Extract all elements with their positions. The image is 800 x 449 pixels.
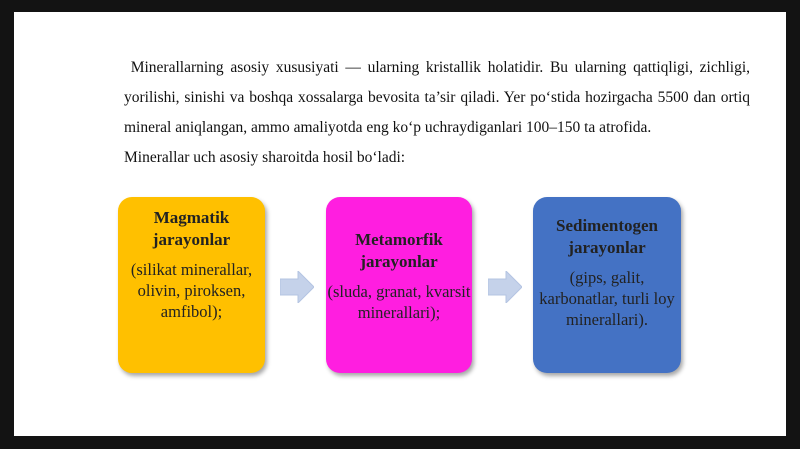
box-title: Sedimentogen jarayonlar <box>556 216 658 257</box>
slide <box>14 12 786 436</box>
arrow-right-icon <box>280 271 314 303</box>
box-title: Magmatik jarayonlar <box>152 208 231 249</box>
conditions-text: Minerallar uch asosiy sharoitda hosil bo‘ladi: <box>124 149 406 166</box>
box-description: (silikat minerallar, olivin, piroksen, amfibol); <box>130 260 253 321</box>
box-description: (sluda, granat, kvarsit minerallari); <box>327 282 471 322</box>
box-title: Metamorfik jarayonlar <box>355 230 443 271</box>
intro-paragraph <box>124 53 750 143</box>
metamorphic-box <box>326 197 472 373</box>
box-description: (gips, galit, karbonatlar, turli loy minerallari). <box>539 268 675 329</box>
arrow-right-icon <box>488 271 522 303</box>
conditions-paragraph <box>124 143 750 173</box>
sedimentary-box <box>533 197 681 373</box>
magmatic-box <box>118 197 265 373</box>
intro-text: Minerallarning asosiy xususiyati — ularning kristallik holatidir. Bu ularning qattiqligi, zichligi, yorilishi, sinishi va boshqa xossalarga bevosita ta’sir qiladi. Yer po‘stida hozirgacha 5500 dan ortiq mineral aniqlangan, ammo amaliyotda eng ko‘p uchraydiganlari 100–150 ta atrofida. <box>124 59 751 136</box>
